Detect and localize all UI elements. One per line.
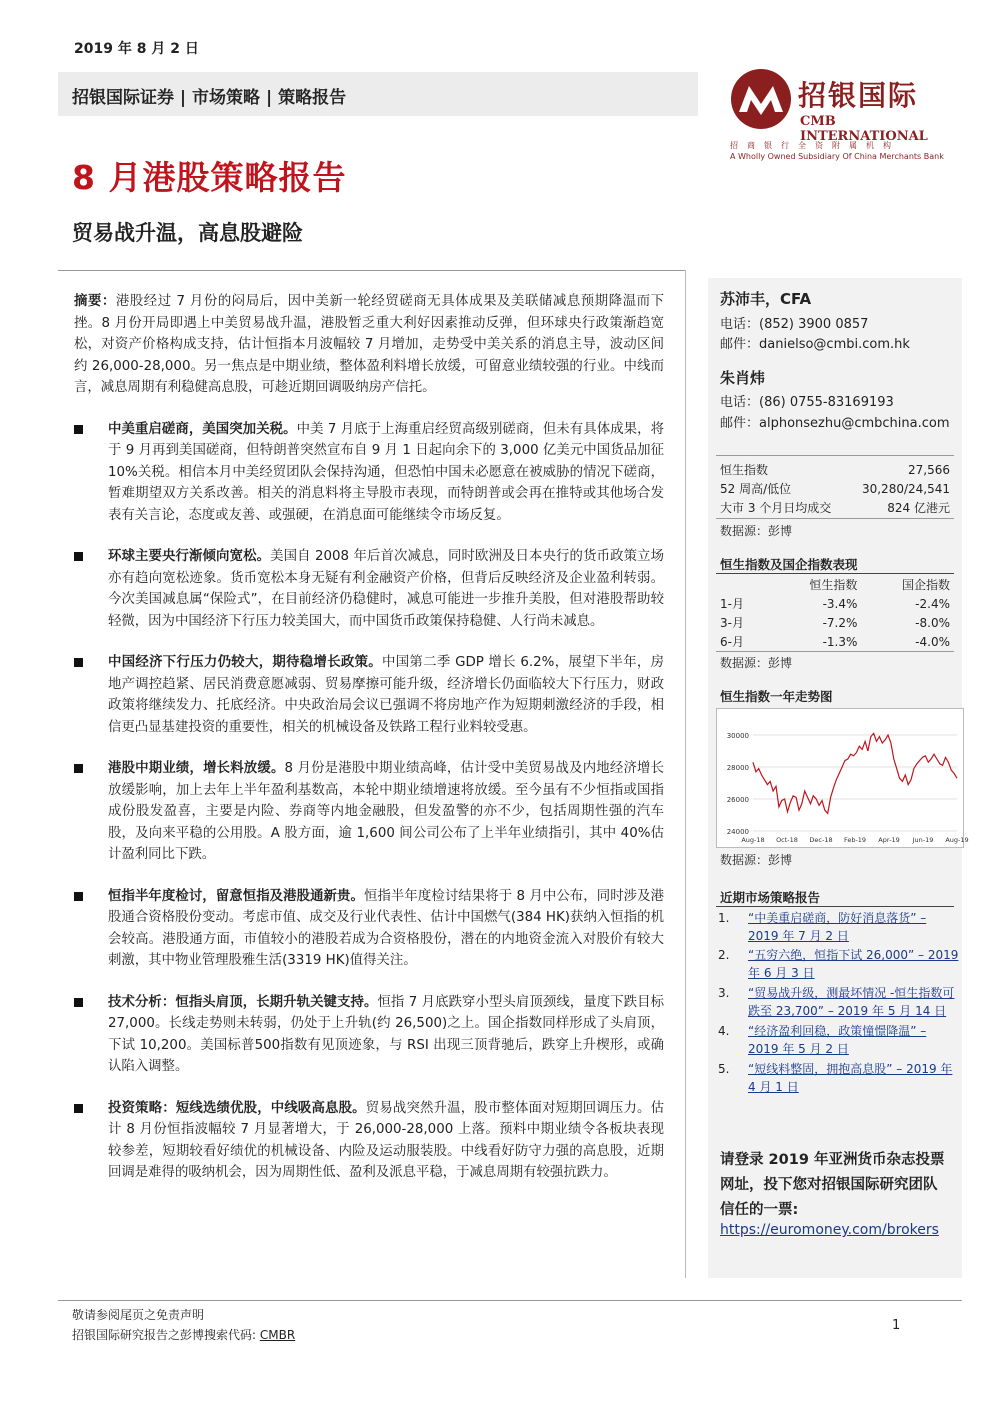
cell: 3-月 (720, 616, 744, 630)
header-cell (716, 575, 769, 594)
cell: -2.4% (915, 596, 950, 611)
bullet-square-icon (74, 425, 83, 434)
mail-value[interactable]: alphonsezhu@cmbchina.com (759, 416, 950, 431)
analyst-name: 朱肖炜 (720, 369, 766, 387)
divider (716, 573, 954, 574)
code-label: 招银国际研究报告之彭博搜索代码: (72, 1328, 260, 1342)
x-tick-label: Aug-18 (741, 836, 765, 844)
perf-table (716, 575, 954, 651)
cell-label: 52 周高/低位 (720, 482, 792, 496)
chart-svg (717, 709, 969, 847)
header-cell: 恒生指数 (809, 578, 858, 592)
cell-label: 大市 3 个月日均成交 (720, 501, 832, 515)
footer-divider (58, 1300, 962, 1301)
bullet-heading: 港股中期业绩，增长料放缓。 (108, 761, 285, 776)
item-number: 3. (718, 986, 730, 1000)
perf-title: 恒生指数及国企指数表现 (720, 557, 858, 572)
list-item[interactable] (716, 1060, 960, 1096)
phone-value: (852) 3900 0857 (759, 317, 869, 332)
bullet-item (74, 652, 664, 738)
analyst-phone (720, 391, 894, 410)
cmb-logo (730, 68, 960, 168)
divider (716, 906, 954, 907)
report-link[interactable]: “短线料整固，拥抱高息股” – 2019 年 4 月 1 日 (748, 1062, 953, 1094)
table-row (716, 613, 954, 632)
vote-link[interactable]: https://euromoney.com/brokers (720, 1222, 939, 1238)
logo-name-en: CMB INTERNATIONAL (800, 114, 928, 144)
mail-value[interactable]: danielso@cmbi.com.hk (759, 337, 910, 352)
bullet-heading: 中国经济下行压力仍较大，期待稳增长政策。 (108, 655, 383, 670)
cell-value: 824 亿港元 (887, 501, 950, 515)
y-tick-label: 30000 (726, 732, 749, 740)
cell-value: 30,280/24,541 (861, 481, 950, 496)
bullet-item (74, 419, 664, 527)
table-row (716, 479, 954, 498)
bullet-heading: 技术分析：恒指头肩顶，长期升轨关键支持。 (108, 994, 378, 1010)
analyst-email[interactable] (720, 333, 910, 352)
cell-label: 恒生指数 (720, 463, 769, 477)
item-number: 1. (718, 911, 730, 925)
report-date: 2019 年 8 月 2 日 (74, 41, 199, 57)
summary (74, 291, 664, 399)
bullet-item (74, 1098, 664, 1184)
bullet-text: 中美 7 月底于上海重启经贸高级别磋商，但未有具体成果，将于 9 月再到美国磋商，但特朗普突然宣布自 9 月 1 日起向余下的 3,000 亿美元中国货品加征 10%关税。相信本月中美经贸团队会保持沟通，但恐怕中国未必愿意在被威胁的情况下磋商，暂难期望双方关系改善。相关的消息料将主导股市表现，而特朗普或会再在推特或其他场合发表有关言论，态度或友善、或强硬，在消息面可能继续令市场反复。 (108, 421, 664, 523)
report-link[interactable]: “经济盈利回稳，政策憧憬降温” – 2019 年 5 月 2 日 (748, 1024, 927, 1056)
bullet-square-icon (74, 1104, 83, 1113)
source-note: 数据源：彭博 (720, 656, 793, 670)
bullet-heading: 中美重启磋商，美国突加关税。 (108, 421, 297, 437)
x-tick-label: Apr-19 (878, 836, 900, 844)
divider (58, 270, 686, 271)
divider (716, 518, 954, 519)
chart-title: 恒生指数一年走势图 (720, 689, 833, 704)
x-tick-label: Oct-18 (776, 836, 798, 844)
recent-title: 近期市场策略报告 (720, 890, 821, 905)
item-number: 4. (718, 1024, 730, 1038)
cell: -1.3% (822, 634, 858, 649)
bullet-square-icon (74, 552, 83, 561)
bullet-square-icon (74, 892, 83, 901)
list-item[interactable] (716, 909, 960, 945)
table-row (716, 594, 954, 613)
divider (716, 455, 954, 456)
bloomberg-code (72, 1326, 295, 1343)
cell: 6-月 (720, 635, 744, 649)
analyst-name: 苏沛丰，CFA (720, 290, 812, 308)
logo-name-cn: 招银国际 (798, 79, 919, 112)
cell: -7.2% (822, 615, 858, 630)
divider (716, 651, 954, 652)
page-number: 1 (892, 1318, 901, 1333)
item-number: 2. (718, 948, 730, 962)
logo-mark-icon (730, 68, 792, 130)
analyst-email[interactable] (720, 412, 950, 431)
x-tick-label: Feb-19 (843, 836, 867, 844)
mail-label: 邮件： (720, 337, 760, 352)
summary-text: 港股经过 7 月份的闷局后，因中美新一轮经贸磋商无具体成果及美联储减息预期降温而下挫。8 月份开局即遇上中美贸易战升温，港股暂乏重大利好因素推动反弹，但环球央行政策渐趋宽松，对资产价格构成支持，估计恒指本月波幅较 7 月增加，走势受中美关系的消息主导，波动区间约 26,000-28,000。另一焦点是中期业绩，整体盈利料增长放缓，可留意业绩较强的行业。中线而言，减息周期有利稳健高息股，可趁近期回调吸纳房产信托。 (74, 294, 665, 395)
x-tick-label: Dec-18 (809, 836, 833, 844)
code-value[interactable]: CMBR (259, 1328, 296, 1342)
disclaimer-note: 敬请参阅尾页之免责声明 (72, 1308, 205, 1322)
bullet-item (74, 758, 664, 866)
cell: -8.0% (915, 615, 950, 630)
bullet-text: 恒指 7 月底跌穿小型头肩顶颈线，量度下跌目标 27,000。长线走势则未转弱，仍处于上升轨(约 26,500)之上。国企指数同样形成了头肩顶，下试 10,200。美国标普500指数有见顶迹象，与 RSI 出现三顶背驰后，跌穿上升楔形，或确认陷入调整。 (108, 994, 665, 1074)
mail-label: 邮件： (720, 416, 760, 431)
table-row (716, 498, 954, 517)
bullet-square-icon (74, 998, 83, 1007)
report-link[interactable]: “五穷六绝，恒指下试 26,000” – 2019 年 6 月 3 日 (748, 948, 959, 980)
phone-label: 电话： (720, 317, 760, 332)
y-tick-label: 28000 (726, 764, 749, 772)
report-title: 8 月港股策略报告 (72, 158, 347, 197)
bullet-heading: 投资策略：短线选绩优股，中线吸高息股。 (108, 1100, 366, 1116)
hsi-series-line (753, 733, 957, 813)
cell-value: 27,566 (908, 462, 950, 477)
bullet-text: 8 月份是港股中期业绩高峰，估计受中美贸易战及内地经济增长放缓影响，加上去年上半年盈利基数高，本轮中期业绩增速将放缓。至今虽有不少恒指或国指成份股发盈喜，主要是内险、券商等内地金融股，但发盈警的亦不少，包括周期性强的汽车股，及向来平稳的公用股。A 股方面，逾 1,600 间公司公布了上半年业绩指引，其中 40%估计盈利同比下跌。 (108, 761, 664, 862)
bullet-square-icon (74, 764, 83, 773)
column-divider (685, 270, 686, 1278)
market-table (716, 460, 954, 517)
cell: -3.4% (822, 596, 858, 611)
list-item[interactable] (716, 1022, 960, 1058)
logo-sub-en: A Wholly Owned Subsidiary Of China Merchants Bank (730, 152, 944, 161)
bullet-item (74, 546, 664, 632)
y-tick-label: 26000 (726, 796, 749, 804)
bullet-heading: 恒指半年度检讨，留意恒指及港股通新贵。 (108, 888, 364, 904)
header-cell: 国企指数 (901, 578, 950, 592)
bullet-text: 恒指半年度检讨结果将于 8 月中公布，同时涉及港股通合资格股份变动。考虑市值、成交及行业代表性、估计中国燃气(384 HK)获纳入恒指的机会较高。港股通方面，市值较小的港股若成为合资格股份，潜在的内地资金流入对股价有较大刺激，其中物业管理股雅生活(3319 HK)值得关注。 (108, 888, 665, 968)
bullet-heading: 环球主要央行渐倾向宽松。 (108, 549, 271, 564)
list-item[interactable] (716, 946, 960, 982)
analyst-phone (720, 313, 868, 332)
x-tick-label: Aug-19 (945, 836, 969, 844)
bullet-item (74, 886, 664, 972)
report-subtitle: 贸易战升温，高息股避险 (72, 221, 303, 245)
vote-text: 请登录 2019 年亚洲货币杂志投票网址，投下您对招银国际研究团队信任的一票: (720, 1152, 945, 1218)
hsi-chart (716, 708, 969, 848)
report-link[interactable]: “贸易战升级，测最坏情况 -恒生指数可跌至 23,700” – 2019 年 5 月 14 日 (748, 986, 955, 1018)
item-number: 5. (718, 1062, 730, 1076)
cell: -4.0% (915, 634, 950, 649)
bullet-item (74, 992, 664, 1078)
report-link[interactable]: “中美重启磋商，防好消息落货” – 2019 年 7 月 2 日 (748, 911, 927, 943)
table-header (716, 575, 954, 594)
summary-label: 摘要： (74, 294, 116, 309)
bullet-text: 美国自 2008 年后首次减息，同时欧洲及日本央行的货币政策立场亦有趋向宽松迹象。货币宽松本身无疑有利金融资产价格，但背后反映经济及企业盈利转弱。今次美国减息属“保险式”，在目前经济仍稳健时，减息可能进一步推升美股，但对港股帮助较轻微，因为中国经济下行压力较美国大，而中国货币政策保持稳健、人行尚未减息。 (108, 549, 664, 629)
bullet-text: 中国第二季 GDP 增长 6.2%，展望下半年，房地产调控趋紧、居民消费意愿减弱、贸易摩擦可能升级，经济增长仍面临较大下行压力，财政政策将继续发力、托底经济。中央政治局会议已强调不将房地产作为短期刺激经济的手段，相信更凸显基建投资的重要性，相关的机械设备及铁路工程行业料较受惠。 (108, 655, 664, 735)
table-row (716, 632, 954, 651)
breadcrumb: 招银国际证券 | 市场策略 | 策略报告 (72, 88, 347, 108)
main-content (74, 291, 664, 1184)
cell: 1-月 (720, 597, 744, 611)
phone-value: (86) 0755-83169193 (759, 395, 894, 410)
list-item[interactable] (716, 984, 960, 1020)
x-tick-label: Jun-19 (912, 836, 934, 844)
logo-sub-cn: 招商银行全资附属机构 (730, 141, 900, 150)
source-note: 数据源：彭博 (720, 853, 793, 867)
source-note: 数据源：彭博 (720, 524, 793, 538)
bullet-square-icon (74, 658, 83, 667)
y-tick-label: 24000 (726, 828, 749, 836)
phone-label: 电话： (720, 395, 760, 410)
table-row (716, 460, 954, 479)
bullet-text: 贸易战突然升温，股市整体面对短期回调压力。估计 8 月份恒指波幅较 7 月显著增大，于 26,000-28,000 上落。预料中期业绩令各板块表现较参差，短期较看好绩优的机械设备、内险及运动服装股。中线看好防守力强的高息股，近期回调是难得的吸纳机会，因为周期性低、盈利及派息平稳，于减息周期有较强抗跌力。 (108, 1100, 665, 1180)
